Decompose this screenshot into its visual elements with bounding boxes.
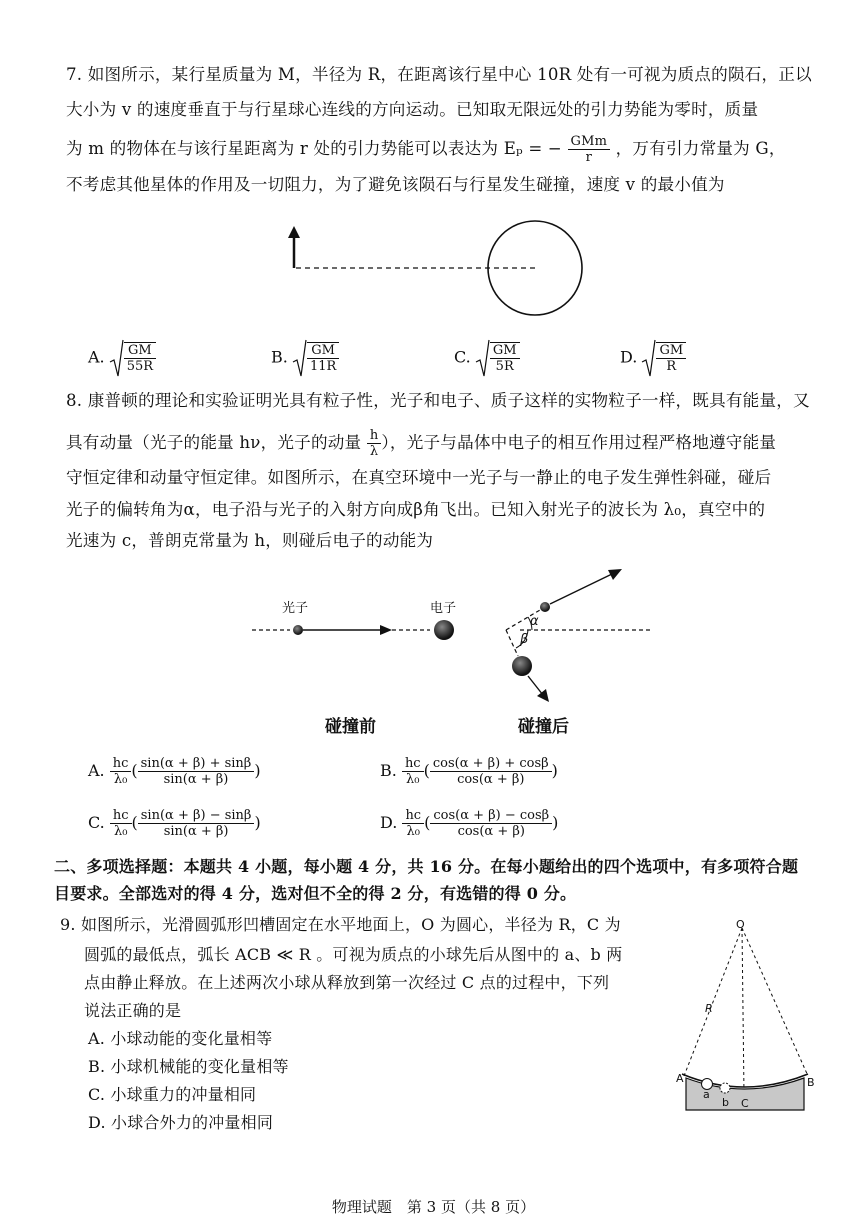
q7-option-d[interactable]: D. $\frac{GM}{R}$	[620, 338, 686, 378]
page-footer: 物理试题 第 3 页（共 8 页）	[331, 1198, 536, 1216]
label-C: C	[741, 1097, 749, 1110]
alpha-label: α	[530, 614, 539, 629]
recoil-electron-ball	[512, 656, 532, 676]
section-2-instructions: 目要求。全部选对的得 4 分，选对但不全的得 2 分，有选错的得 0 分。	[54, 884, 577, 903]
label-b: b	[722, 1096, 729, 1109]
q7-line-3	[66, 134, 786, 165]
q7-diagram	[280, 218, 590, 318]
q7-option-b[interactable]: B. $\frac{GM}{11R}$	[271, 338, 339, 378]
label-B: B	[807, 1076, 815, 1089]
q8-line-3: 守恒定律和动量守恒定律。如图所示，在真空环境中一光子与一静止的电子发生弹性斜碰，碰后	[66, 468, 772, 487]
electron-label: 电子	[430, 601, 457, 616]
arrow-head	[288, 226, 300, 238]
photon-arrow-head	[380, 625, 392, 635]
label-a: a	[703, 1088, 710, 1101]
q9-pendulum-diagram	[672, 916, 822, 1116]
q9-option-c[interactable]: C. 小球重力的冲量相同	[88, 1085, 257, 1104]
section-2-heading: 二、多项选择题：本题共 4 小题，每小题 4 分，共 16 分。在每小题给出的四个选项中，有多项符合题	[54, 857, 799, 876]
label-O: O	[736, 918, 745, 931]
q7-line-4: 不考虑其他星体的作用及一切阻力，为了避免该陨石与行星发生碰撞，速度 v 的最小值为	[66, 175, 725, 194]
scattered-photon-dot	[540, 602, 550, 612]
q7-option-a[interactable]: A. $\frac{GM}{55R}$	[88, 338, 156, 378]
q9-option-d[interactable]: D. 小球合外力的冲量相同	[88, 1113, 274, 1132]
q9-option-a[interactable]: A. 小球动能的变化量相等	[88, 1029, 273, 1048]
q9-option-b[interactable]: B. 小球机械能的变化量相等	[88, 1057, 289, 1076]
after-caption: 碰撞后	[518, 717, 569, 737]
recoil-electron-arrow-head	[537, 689, 549, 702]
sqrt-sign-icon	[293, 338, 307, 378]
q8-option-d[interactable]: D. $\frac{hc}{\text{λ₀}}$ ( $\frac{\cos(\alpha + \beta) - \cos\beta}{\cos(\alpha + \beta)}$ )	[380, 808, 559, 839]
q8-line-2: 具有动量（光子的能量 hν，光子的动量 $\frac{h}{\lambda}$ ），光子与晶体中电子的相互作用过程严格地遵守能量	[66, 428, 777, 459]
photon-dot	[293, 625, 303, 635]
q7-line-2: 大小为 v 的速度垂直于与行星球心连线的方向运动。已知取无限远处的引力势能为零时，质量	[66, 100, 759, 119]
q8-option-a[interactable]: A. $\frac{hc}{\text{λ₀}}$ ( $\frac{\sin(\alpha + \beta) + \sin\beta}{\sin(\alpha + \beta)}$ )	[88, 756, 261, 787]
electron-path-dashed	[506, 630, 518, 656]
compton-diagram	[250, 560, 650, 690]
beta-label: β	[520, 632, 529, 647]
sqrt-sign-icon	[642, 338, 656, 378]
ball-b	[720, 1083, 730, 1093]
q8-option-b[interactable]: B. $\frac{hc}{\text{λ₀}}$ ( $\frac{\cos(\alpha + \beta) + \cos\beta}{\cos(\alpha + \beta)}$ )	[380, 756, 558, 787]
q8-line-4: 光子的偏转角为α，电子沿与光子的入射方向成β角飞出。已知入射光子的波长为 λ₀，真空中的	[66, 500, 766, 519]
radius-line-c	[742, 928, 744, 1094]
q9-line-2: 圆弧的最低点，弧长 ACB ≪ R 。可视为质点的小球先后从图中的 a、b 两	[84, 945, 623, 964]
q9-line-1: 9. 如图所示，光滑圆弧形凹槽固定在水平地面上，O 为圆心，半径为 R，C 为	[60, 915, 621, 934]
q7-option-c[interactable]: C. $\frac{GM}{5R}$	[454, 338, 520, 378]
q9-line-4: 说法正确的是	[84, 1001, 182, 1020]
fraction-numerator: GMm	[568, 134, 611, 150]
recoil-electron-arrow-line	[528, 676, 543, 695]
before-caption: 碰撞前	[325, 717, 376, 737]
q7-line-3-text: 为 m 的物体在与该行星距离为 r 处的引力势能可以表达为 Eₚ = −	[66, 139, 563, 158]
radius-line-a	[684, 928, 742, 1076]
scattered-photon-arrow-line	[550, 574, 612, 604]
potential-energy-fraction	[568, 134, 611, 165]
radius-line-b	[742, 928, 808, 1076]
photon-label: 光子	[282, 601, 309, 616]
q7-line-1: 7. 如图所示，某行星质量为 M，半径为 R，在距离该行星中心 10R 处有一可视为质点的陨石，正以	[66, 65, 812, 84]
q8-line-1: 8. 康普顿的理论和实验证明光具有粒子性，光子和电子、质子这样的实物粒子一样，既具有能量，又	[66, 391, 810, 410]
planet-circle	[488, 221, 582, 315]
label-R: R	[705, 1002, 713, 1015]
q8-option-c[interactable]: C. $\frac{hc}{\text{λ₀}}$ ( $\frac{\sin(\alpha + \beta) - \sin\beta}{\sin(\alpha + \beta)}$ )	[88, 808, 261, 839]
q8-line-5: 光速为 c，普朗克常量为 h，则碰后电子的动能为	[66, 531, 434, 550]
sqrt-sign-icon	[110, 338, 124, 378]
q9-line-3: 点由静止释放。在上述两次小球从释放到第一次经过 C 点的过程中，下列	[84, 973, 610, 992]
momentum-fraction: $\frac{h}{\lambda}$	[367, 428, 382, 459]
sqrt-sign-icon	[476, 338, 490, 378]
fraction-denominator: r	[585, 150, 593, 165]
q7-line-3-tail: ，万有引力常量为 G，	[615, 139, 786, 158]
label-A: A	[676, 1072, 684, 1085]
electron-ball	[434, 620, 454, 640]
